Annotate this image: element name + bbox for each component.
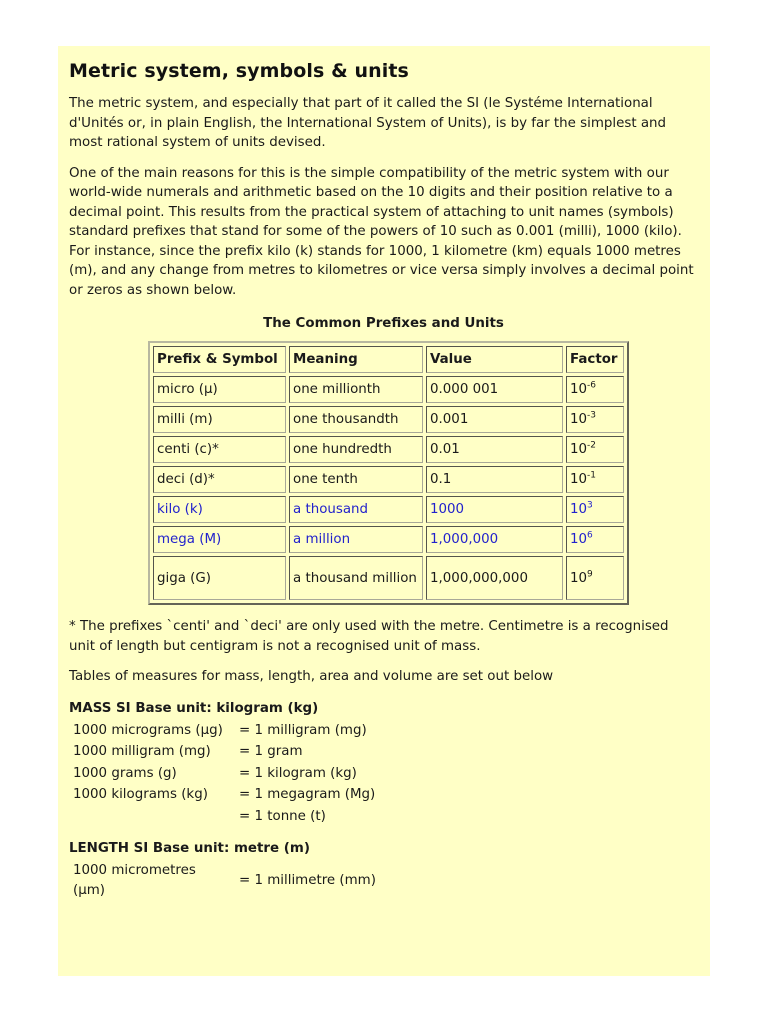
intro-paragraph-1: The metric system, and especially that part of it called the SI (le Systéme International d'Unités or, in plain English, the International System of Units), is by far the simplest and most rational system of units devised.: [69, 96, 667, 150]
table-row: [153, 466, 624, 493]
factor-exponent: -1: [587, 470, 597, 481]
meaning-cell: a million: [289, 526, 423, 553]
factor-exponent: -3: [587, 410, 597, 421]
factor-base: 10: [570, 382, 588, 397]
factor-exponent: 6: [587, 530, 593, 541]
factor-cell: [566, 496, 624, 523]
mass-left: 1000 milligram (mg): [73, 744, 211, 759]
value-cell: 0.01: [426, 436, 563, 463]
meaning-cell: one thousandth: [289, 406, 423, 433]
factor-cell: [566, 376, 624, 403]
length-right: = 1 millimetre (mm): [239, 872, 376, 888]
intro-paragraph-2: One of the main reasons for this is the simple compatibility of the metric system with our world-wide numerals and arithmetic based on the 10 digits and their position relative to a decimal point. This results from the practical system of attaching to unit names (symbols) standard prefixes that stand for some of the powers of 10 such as 0.001 (milli), 1000 (kilo). For instance, since the prefix kilo (k) stands for 1000, 1 kilometre (km) equals 1000 metres (m), and any change from metres to kilometres or vice versa simply involves a decimal point or zeros as shown below.: [69, 165, 694, 298]
meaning-cell: one millionth: [289, 376, 423, 403]
mass-left: [71, 806, 233, 828]
mass-left: 1000 micrograms (μg): [73, 722, 223, 738]
prefixes-table: [148, 341, 629, 605]
mass-row: [71, 806, 377, 828]
mass-right: = 1 megagram (Mg): [239, 787, 376, 802]
tables-intro: Tables of measures for mass, length, area and volume are set out below: [69, 669, 554, 684]
factor-exponent: -6: [587, 380, 597, 391]
mass-left: 1000 grams (g): [73, 765, 177, 781]
prefix-cell: deci (d)*: [153, 466, 286, 493]
prefix-cell: giga (G): [153, 556, 286, 600]
value-cell: 0.001: [426, 406, 563, 433]
factor-base: 10: [570, 442, 588, 457]
length-heading: LENGTH SI Base unit: metre (m): [69, 841, 310, 856]
mass-row: [71, 720, 377, 742]
table-row-highlighted: [153, 526, 624, 553]
mass-row: [71, 784, 377, 806]
mass-row: [71, 741, 377, 763]
meaning-cell: one tenth: [289, 466, 423, 493]
factor-cell: [566, 466, 624, 493]
table-caption: The Common Prefixes and Units: [263, 316, 504, 331]
prefix-cell: kilo (k): [153, 496, 286, 523]
content-card: [58, 46, 710, 976]
mass-right: = 1 gram: [239, 744, 303, 759]
header-factor: Factor: [566, 346, 624, 373]
prefix-cell: centi (c)*: [153, 436, 286, 463]
value-cell: 1000: [426, 496, 563, 523]
meaning-cell: a thousand: [289, 496, 423, 523]
value-cell: 0.000 001: [426, 376, 563, 403]
prefix-cell: milli (m): [153, 406, 286, 433]
table-row: [153, 376, 624, 403]
page-title: Metric system, symbols & units: [69, 60, 409, 82]
footnote: * The prefixes `centi' and `deci' are only used with the metre. Centimetre is a recognised unit of length but centigram is not a recognised unit of mass.: [69, 619, 669, 654]
length-left: 1000 micrometres (μm): [73, 863, 196, 898]
meaning-cell: a thousand million: [289, 556, 423, 600]
factor-base: 10: [570, 502, 588, 517]
length-row: [71, 860, 378, 901]
table-row: [153, 436, 624, 463]
mass-right: = 1 kilogram (kg): [239, 765, 357, 781]
factor-cell: [566, 556, 624, 600]
prefix-cell: micro (μ): [153, 376, 286, 403]
value-cell: 1,000,000,000: [426, 556, 563, 600]
table-row: [153, 406, 624, 433]
table-row-highlighted: [153, 496, 624, 523]
factor-base: 10: [570, 472, 588, 487]
mass-table: [71, 720, 377, 828]
mass-right: = 1 milligram (mg): [239, 722, 367, 738]
table-header-row: [153, 346, 624, 373]
value-cell: 1,000,000: [426, 526, 563, 553]
mass-right: = 1 tonne (t): [239, 808, 326, 824]
table-row: [153, 556, 624, 600]
prefix-cell: mega (M): [153, 526, 286, 553]
factor-base: 10: [570, 532, 588, 547]
value-cell: 0.1: [426, 466, 563, 493]
factor-exponent: -2: [587, 440, 597, 451]
factor-exponent: 9: [587, 569, 593, 580]
mass-left: 1000 kilograms (kg): [73, 787, 208, 802]
factor-cell: [566, 436, 624, 463]
factor-cell: [566, 406, 624, 433]
factor-cell: [566, 526, 624, 553]
factor-base: 10: [570, 570, 588, 586]
mass-heading: MASS SI Base unit: kilogram (kg): [69, 700, 319, 716]
factor-exponent: 3: [587, 500, 593, 511]
factor-base: 10: [570, 412, 588, 427]
meaning-cell: one hundredth: [289, 436, 423, 463]
length-table: [71, 860, 378, 901]
header-meaning: Meaning: [289, 346, 423, 373]
header-value: Value: [426, 346, 563, 373]
mass-row: [71, 763, 377, 785]
header-prefix: Prefix & Symbol: [153, 346, 286, 373]
